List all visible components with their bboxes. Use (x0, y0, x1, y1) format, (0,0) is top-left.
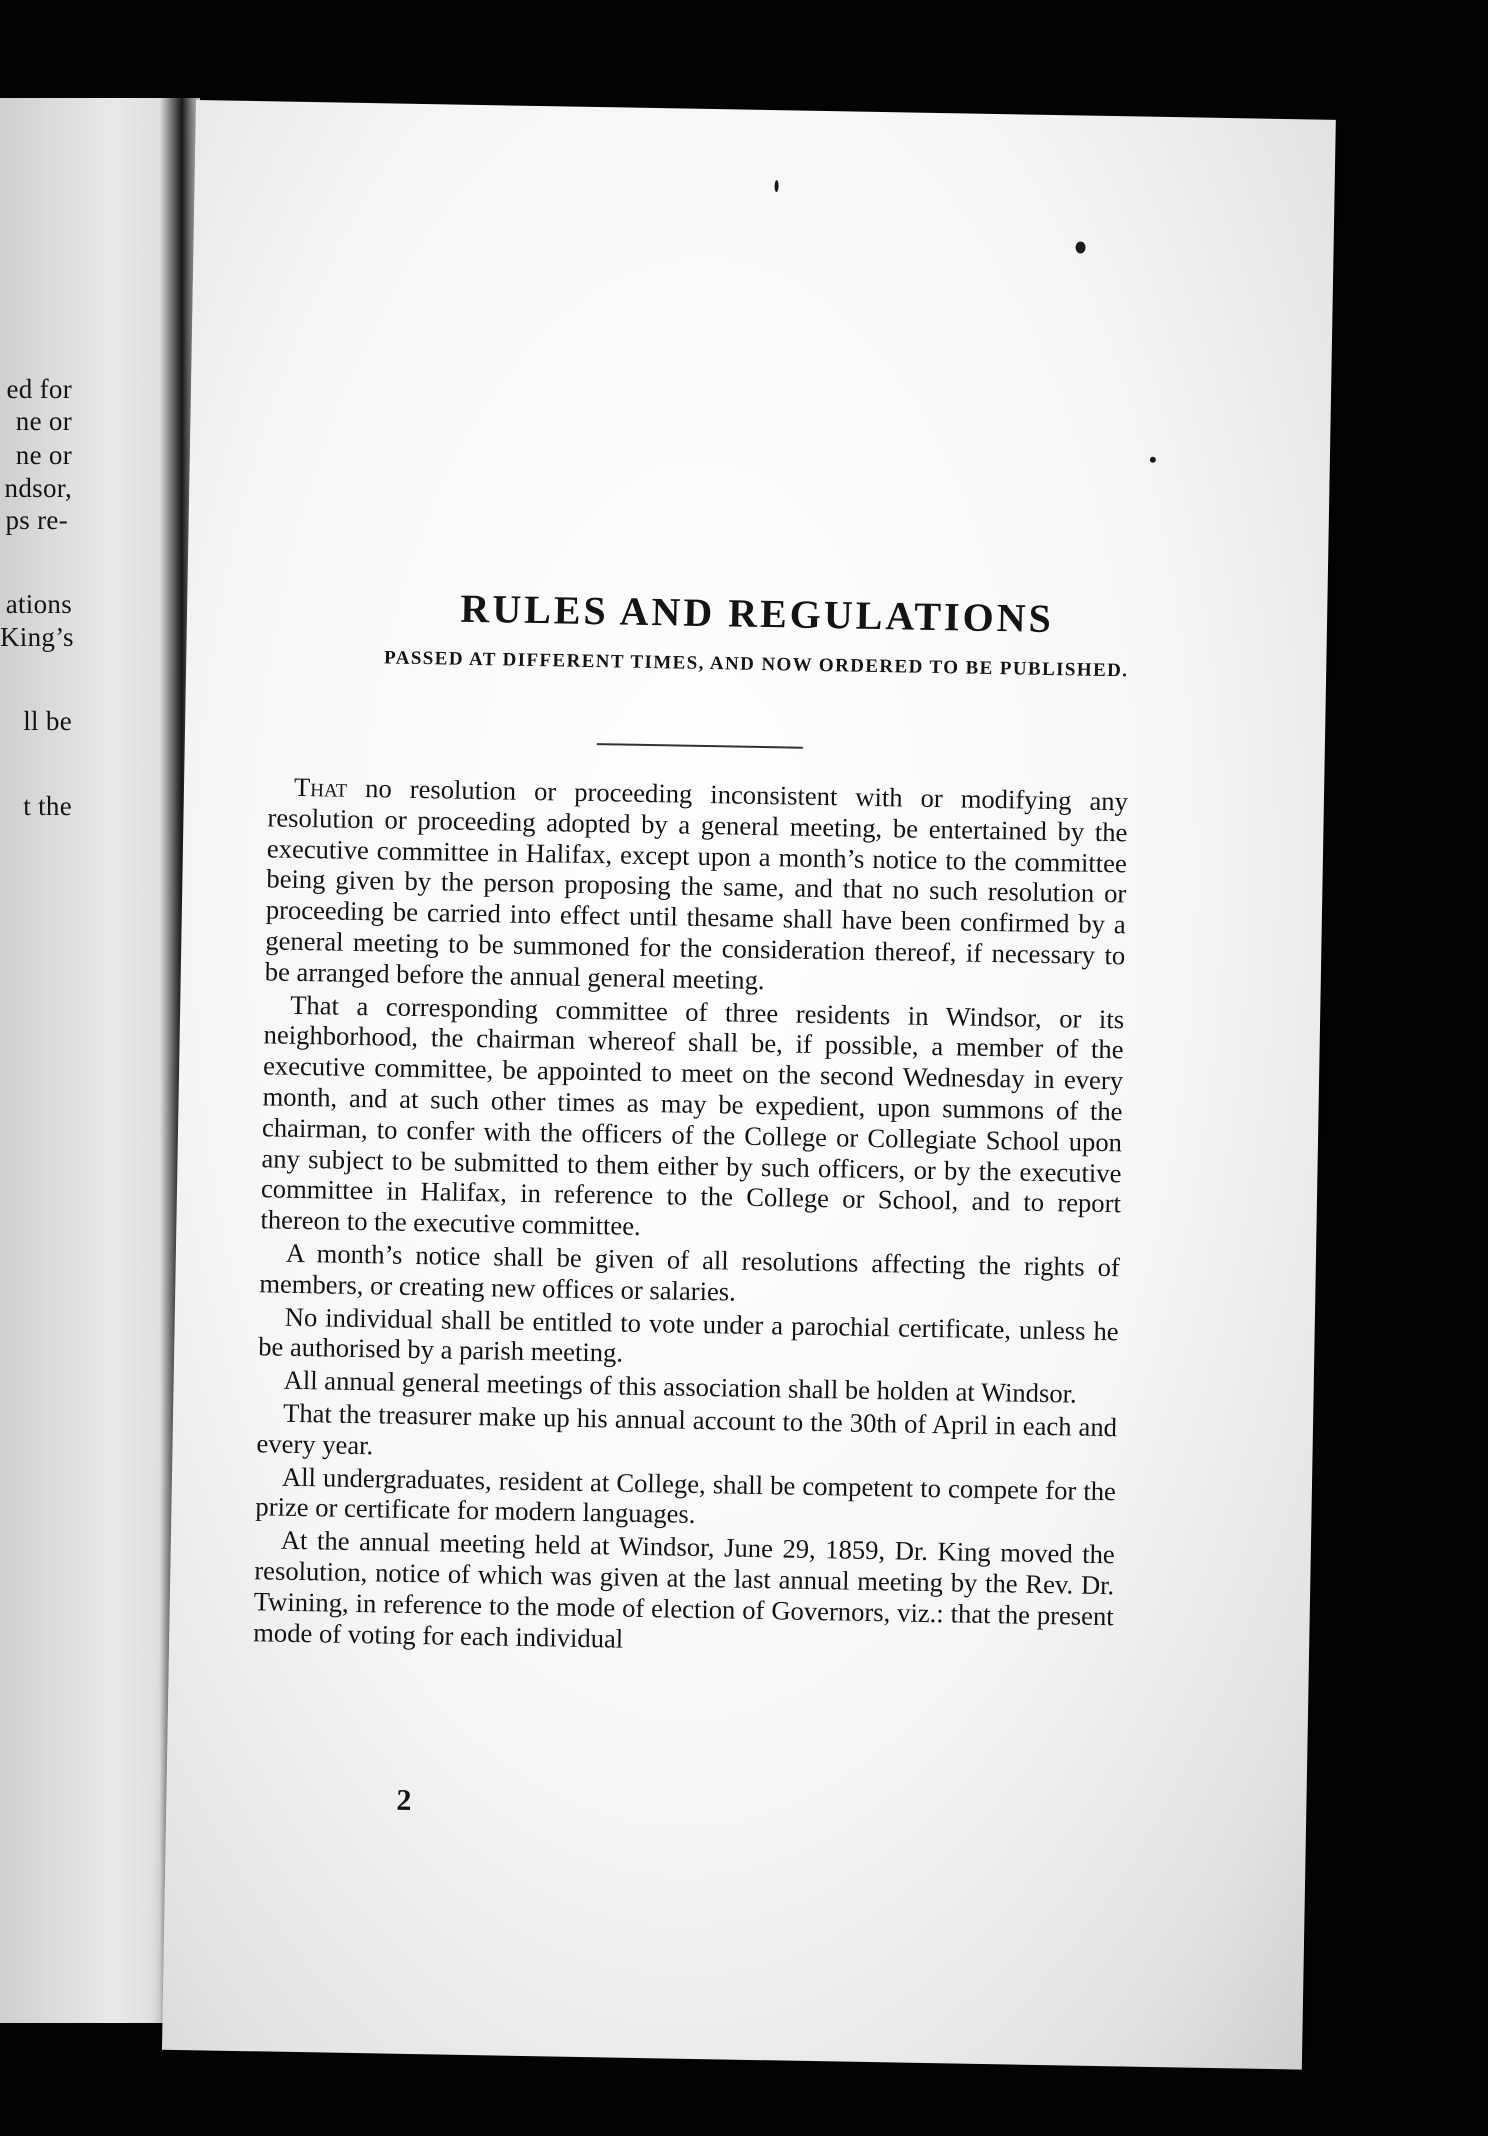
title-divider (597, 743, 803, 749)
ink-speck (1150, 457, 1156, 463)
left-page-line: ndsor, (4, 473, 72, 503)
left-page-line: ll be (23, 706, 72, 736)
rule-paragraph: That the treasurer make up his annual account to the 30th of April in each and every year. (256, 1397, 1118, 1461)
rules-text (253, 771, 1128, 1664)
left-page-line: ps re- (5, 505, 68, 535)
paragraph-lead-word: That (293, 771, 348, 803)
ink-speck (774, 180, 778, 192)
left-page-line: ne or (15, 440, 72, 470)
ink-speck (1075, 241, 1085, 253)
left-page-line: ations (5, 589, 72, 619)
rule-paragraph: No individual shall be entitled to vote under a parochial certificate, unless he be authorised by a parish meeting. (257, 1301, 1119, 1368)
rule-paragraph: All undergraduates, resident at College, shall be competent to compete for the prize or certificate for modern languages. (255, 1461, 1117, 1530)
rule-paragraph: That a corresponding committee of three residents in Windsor, or its neighborhood, the chairman whereof shall be, if possible, a member of the executive committee, be appointed to meet on the second Wednesday in every month, and at such other times as may be expedient, upon summons of the chairman, to confer with the officers of the College or Collegiate School upon any subject to be submitted to them either by such officers, or by the executive committee in Halifax, in reference to the College or School, and to report thereon to the executive committee. (260, 989, 1125, 1242)
rule-paragraph: A month’s notice shall be given of all resolutions affecting the rights of members, or creating new offices or salaries. (259, 1237, 1121, 1307)
page-title: RULES AND REGULATIONS (460, 585, 1055, 642)
page-number: 2 (396, 1783, 412, 1818)
left-page-line: t the (23, 791, 72, 821)
rule-paragraph: At the annual meeting held at Windsor, June 29, 1859, Dr. King moved the resolution, notice of which was given at the last annual meeting by the Rev. Dr. Twining, in reference to the mode of election of Governors, viz.: that the present mode of voting for each individual (253, 1524, 1116, 1654)
left-page-line: ne or (15, 406, 72, 436)
page-subtitle: PASSED AT DIFFERENT TIMES, AND NOW ORDERED TO BE PUBLISHED. (383, 647, 1129, 682)
main-page (162, 100, 1336, 2070)
paragraph-text: no resolution or proceeding inconsistent with or modifying any resolution or proceeding adopted by a general meeting, be entertained by the executive committee in Halifax, except upon a month’s notice to the committee being given by the person proposing the same, and that no such resolution or proceeding be carried into effect until thesame shall have been confirmed by a general meeting to be summoned for the consideration thereof, if necessary to be arranged before the annual general meeting. (264, 772, 1129, 995)
left-page-line: ed for (6, 374, 72, 404)
rule-paragraph (265, 771, 1129, 1002)
left-page-line: King’s (0, 622, 74, 652)
rule-paragraph: All annual general meetings of this association shall be holden at Windsor. (283, 1364, 1077, 1409)
